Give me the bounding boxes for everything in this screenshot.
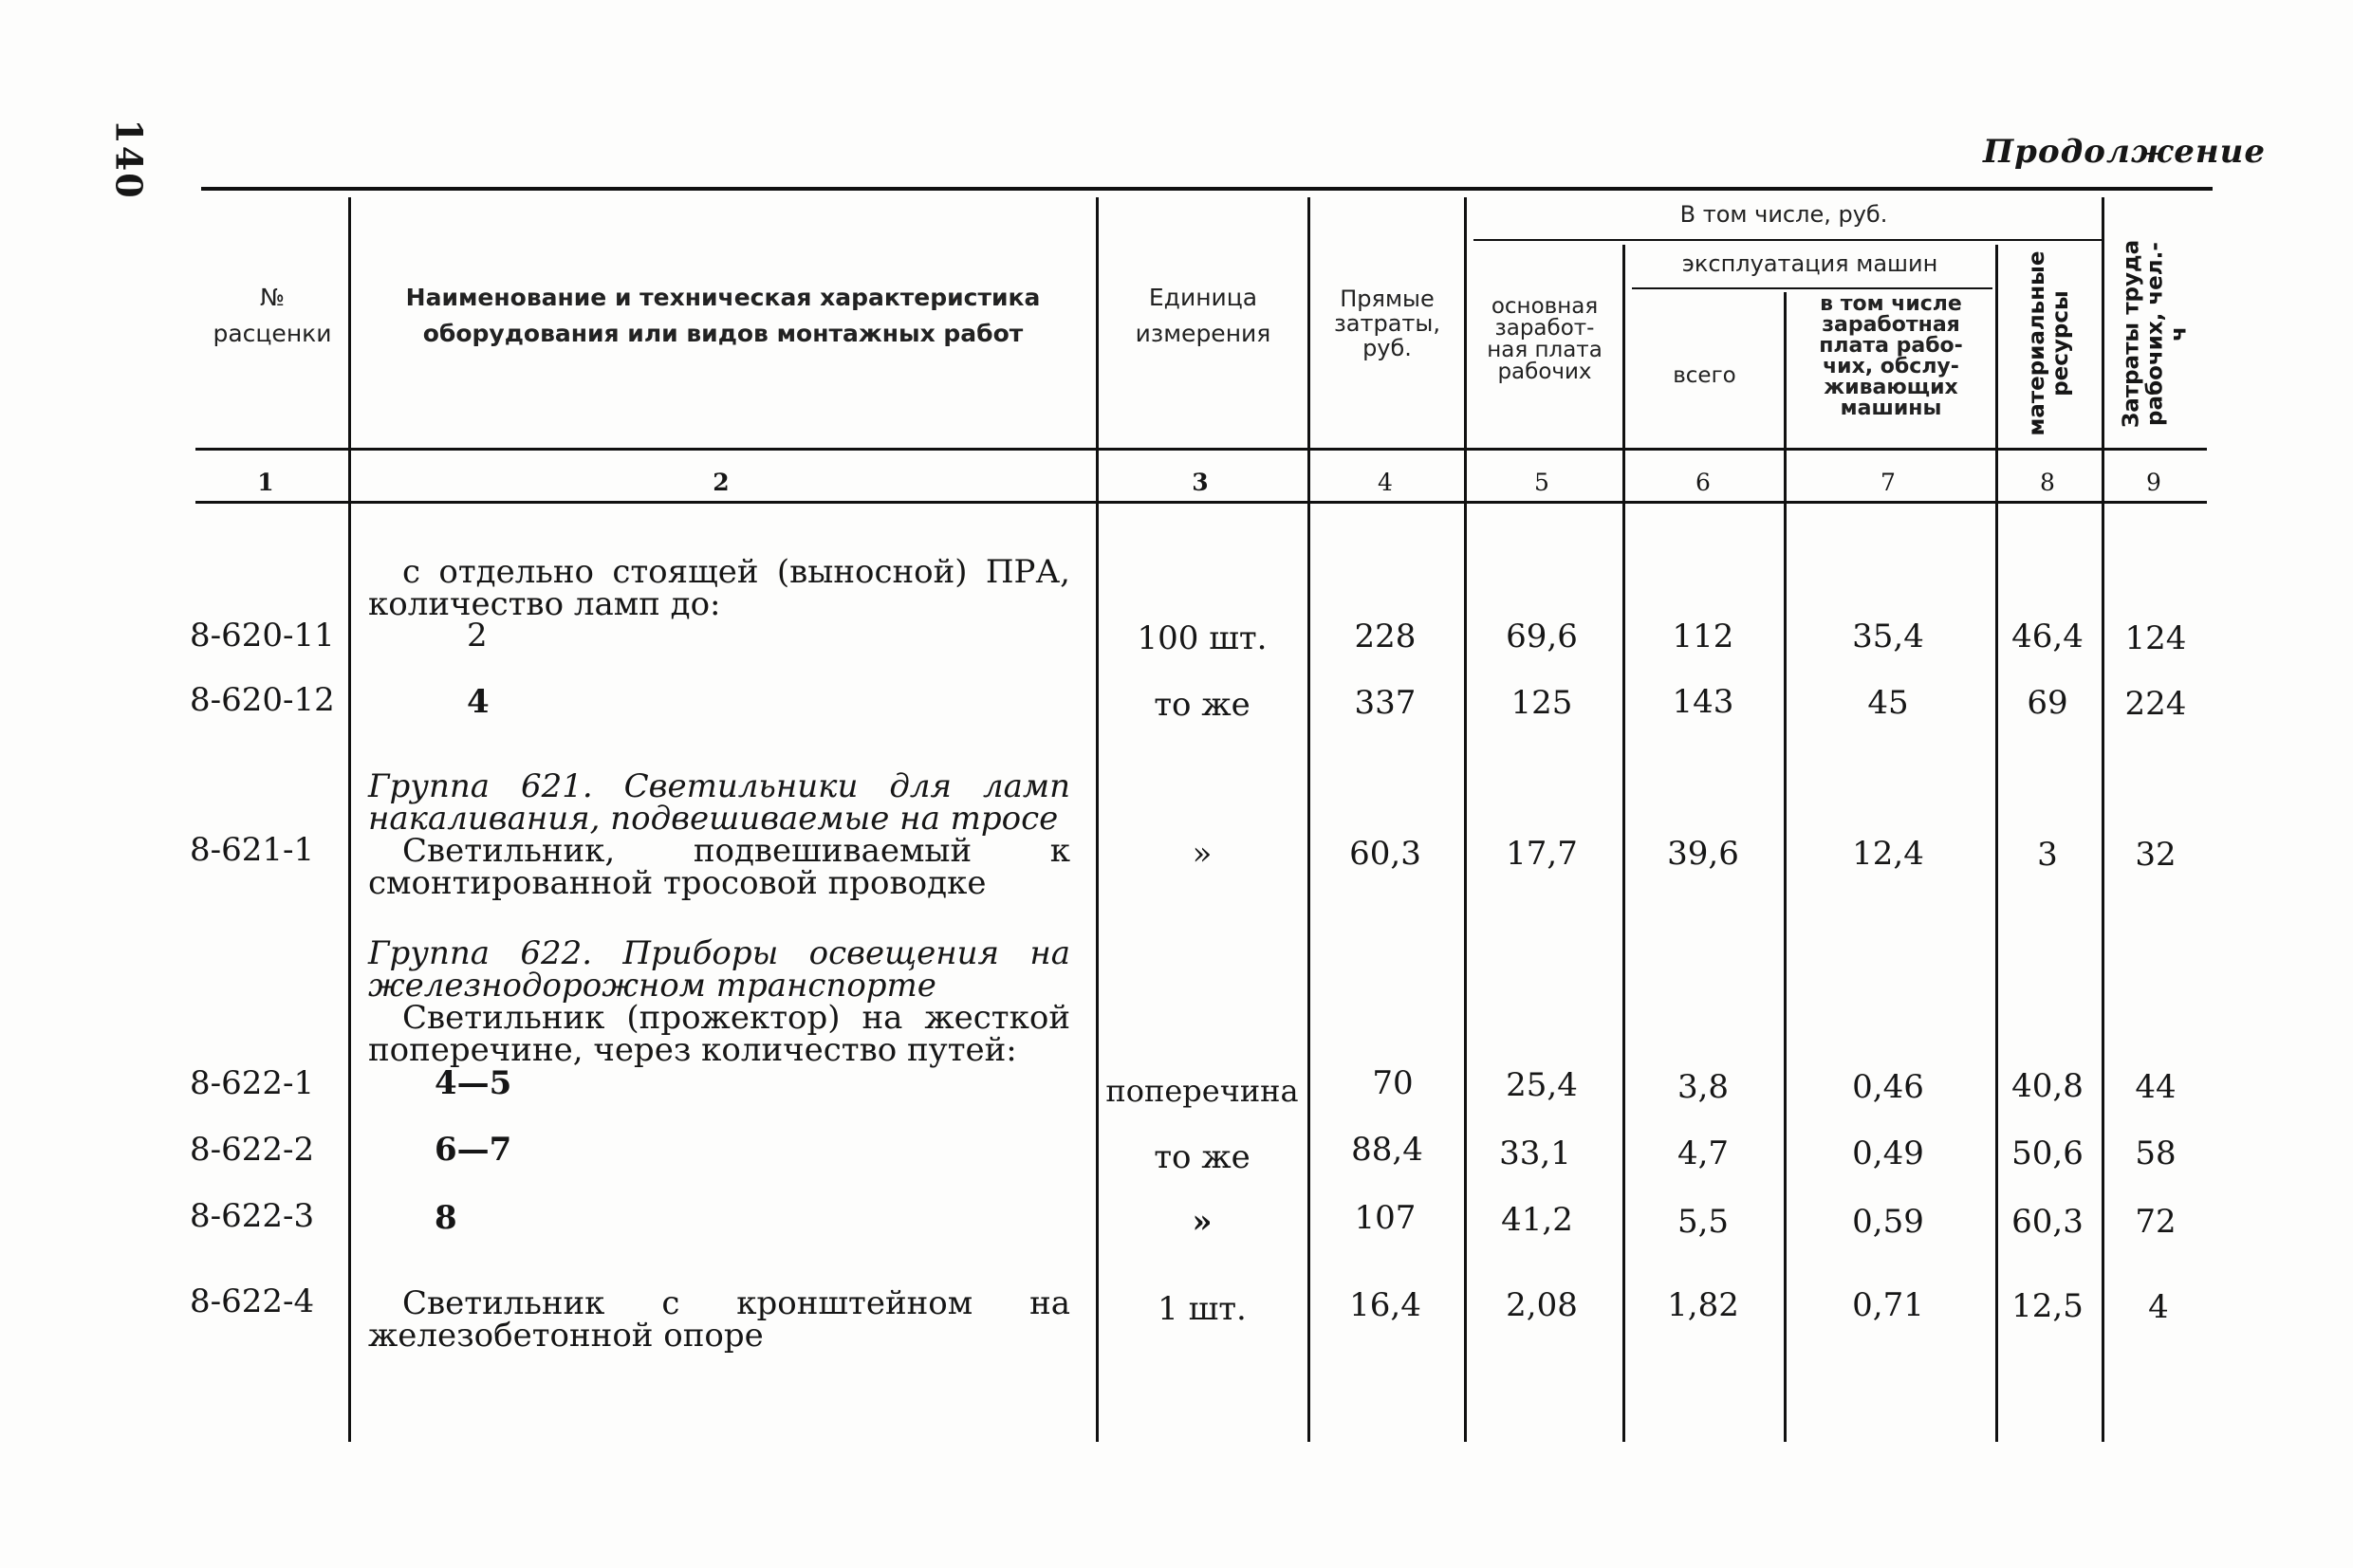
machines-total-cell: 1,82 xyxy=(1667,1286,1739,1324)
labor-cell: 44 xyxy=(2135,1068,2177,1106)
unit-cell: » xyxy=(1192,835,1213,873)
row-item-value: 6—7 xyxy=(435,1131,512,1169)
labor-cell: 4 xyxy=(2148,1288,2169,1326)
materials-cell: 46,4 xyxy=(2011,618,2084,655)
column-number: 1 xyxy=(257,469,274,496)
machines-wage-cell: 0,71 xyxy=(1852,1286,1924,1324)
rate-code: 8-622-3 xyxy=(190,1197,315,1235)
materials-cell: 50,6 xyxy=(2011,1134,2084,1172)
labor-cell: 72 xyxy=(2135,1203,2177,1241)
direct-cost-cell: 60,3 xyxy=(1349,835,1421,873)
column-number: 4 xyxy=(1378,469,1393,496)
unit-cell: то же xyxy=(1154,1138,1251,1176)
header-labor: Затраты труда рабочих, чел.-ч xyxy=(2119,239,2192,429)
column-divider xyxy=(1464,197,1467,1442)
wage-cell: 17,7 xyxy=(1506,835,1578,873)
column-number: 7 xyxy=(1881,469,1896,496)
materials-cell: 3 xyxy=(2037,836,2058,874)
header-machines-total: всего xyxy=(1673,363,1736,388)
wage-cell: 2,08 xyxy=(1506,1286,1578,1324)
materials-cell: 60,3 xyxy=(2011,1203,2084,1241)
group-622-heading: Группа 622. Приборы освещения на железнодорожном транспорте xyxy=(368,934,1070,1005)
machines-total-cell: 39,6 xyxy=(1667,835,1739,873)
labor-cell: 58 xyxy=(2135,1134,2177,1172)
rate-code: 8-622-1 xyxy=(190,1064,315,1102)
header-base-wage: основная заработ- ная плата рабочих xyxy=(1487,294,1603,384)
rate-code: 8-620-12 xyxy=(190,681,335,719)
header-direct-costs: Прямые затраты, руб. xyxy=(1334,286,1440,361)
wage-cell: 41,2 xyxy=(1501,1201,1573,1239)
group-621-description: Светильник, подвешиваемый к смонтированной тросовой проводке xyxy=(368,832,1070,902)
rate-code: 8-620-11 xyxy=(190,617,335,655)
machines-total-cell: 3,8 xyxy=(1677,1068,1730,1106)
column-number: 5 xyxy=(1534,469,1549,496)
header-name: Наименование и техническая характеристика оборудования или видов монтажных работ xyxy=(405,284,1041,347)
machines-total-cell: 112 xyxy=(1672,618,1734,655)
column-divider xyxy=(1622,245,1625,1442)
header-machines-wage: в том числе заработная плата рабо- чих, обслу- живающих машины xyxy=(1819,292,1963,420)
rate-code: 8-622-4 xyxy=(190,1282,315,1320)
wage-cell: 69,6 xyxy=(1506,618,1578,655)
labor-cell: 224 xyxy=(2124,685,2187,723)
row-item-value: 4 xyxy=(467,683,490,721)
unit-cell: то же xyxy=(1154,686,1251,724)
column-divider xyxy=(2102,197,2104,1442)
continuation-label: Продолжение xyxy=(1983,133,2266,171)
header-unit: Единица измерения xyxy=(1135,284,1271,347)
column-divider xyxy=(1096,197,1099,1442)
column-number: 6 xyxy=(1695,469,1711,496)
header-materials: материальные ресурсы xyxy=(2025,250,2073,436)
row-item-value: 2 xyxy=(467,617,488,655)
group-622-description: Светильник (прожектор) на жесткой поперечине, через количество путей: xyxy=(368,999,1070,1069)
header-group: В том числе, руб. xyxy=(1679,201,1888,228)
column-divider xyxy=(1307,197,1310,1442)
machines-total-cell: 143 xyxy=(1672,683,1734,721)
header-bottom-rule xyxy=(195,448,2207,451)
rate-code: 8-622-2 xyxy=(190,1131,315,1169)
rate-code: 8-621-1 xyxy=(190,831,315,869)
direct-cost-cell: 228 xyxy=(1354,618,1417,655)
machines-wage-cell: 12,4 xyxy=(1852,835,1924,873)
direct-cost-cell: 70 xyxy=(1372,1064,1414,1102)
row-item-value: 4—5 xyxy=(435,1064,512,1102)
machines-rule xyxy=(1632,287,1992,289)
machines-wage-cell: 45 xyxy=(1867,684,1909,722)
table-top-rule xyxy=(201,187,2213,191)
group-621-heading: Группа 621. Светильники для ламп накаливания, подвешиваемые на тросе xyxy=(368,767,1070,838)
column-number-rule xyxy=(195,501,2207,504)
direct-cost-cell: 88,4 xyxy=(1351,1131,1423,1169)
materials-cell: 69 xyxy=(2027,684,2068,722)
wage-cell: 33,1 xyxy=(1499,1134,1571,1172)
row-8-622-4-description: Светильник с кронштейном на железобетонной опоре xyxy=(368,1284,1070,1355)
column-divider xyxy=(1995,245,1998,1442)
materials-cell: 12,5 xyxy=(2011,1287,2084,1325)
column-number: 3 xyxy=(1192,469,1209,496)
direct-cost-cell: 16,4 xyxy=(1349,1286,1421,1324)
unit-cell: 100 шт. xyxy=(1137,619,1268,657)
row-item-value: 8 xyxy=(435,1199,457,1237)
group-rule xyxy=(1473,239,2102,241)
direct-cost-cell: 107 xyxy=(1354,1199,1417,1237)
wage-cell: 125 xyxy=(1510,684,1573,722)
unit-cell: 1 шт. xyxy=(1158,1290,1247,1328)
header-machines: эксплуатация машин xyxy=(1681,250,1938,277)
machines-wage-cell: 35,4 xyxy=(1852,618,1924,655)
direct-cost-cell: 337 xyxy=(1354,684,1417,722)
machines-wage-cell: 0,59 xyxy=(1852,1203,1924,1241)
machines-total-cell: 5,5 xyxy=(1677,1203,1730,1241)
machines-wage-cell: 0,46 xyxy=(1852,1068,1924,1106)
page-number: 140 xyxy=(107,119,151,200)
labor-cell: 32 xyxy=(2135,836,2177,874)
unit-cell: » xyxy=(1192,1203,1213,1241)
column-divider xyxy=(1784,292,1787,1442)
materials-cell: 40,8 xyxy=(2011,1067,2084,1105)
column-number: 8 xyxy=(2040,469,2055,496)
machines-total-cell: 4,7 xyxy=(1677,1134,1730,1172)
header-rate-number: № расценки xyxy=(213,284,332,347)
section-intro-text: с отдельно стоящей (выносной) ПРА, количество ламп до: xyxy=(368,553,1070,623)
machines-wage-cell: 0,49 xyxy=(1852,1134,1924,1172)
column-divider xyxy=(348,197,351,1442)
labor-cell: 124 xyxy=(2124,619,2187,657)
column-number: 9 xyxy=(2146,469,2161,496)
unit-cell: поперечина xyxy=(1105,1073,1299,1109)
wage-cell: 25,4 xyxy=(1506,1066,1578,1104)
column-number: 2 xyxy=(713,469,730,496)
